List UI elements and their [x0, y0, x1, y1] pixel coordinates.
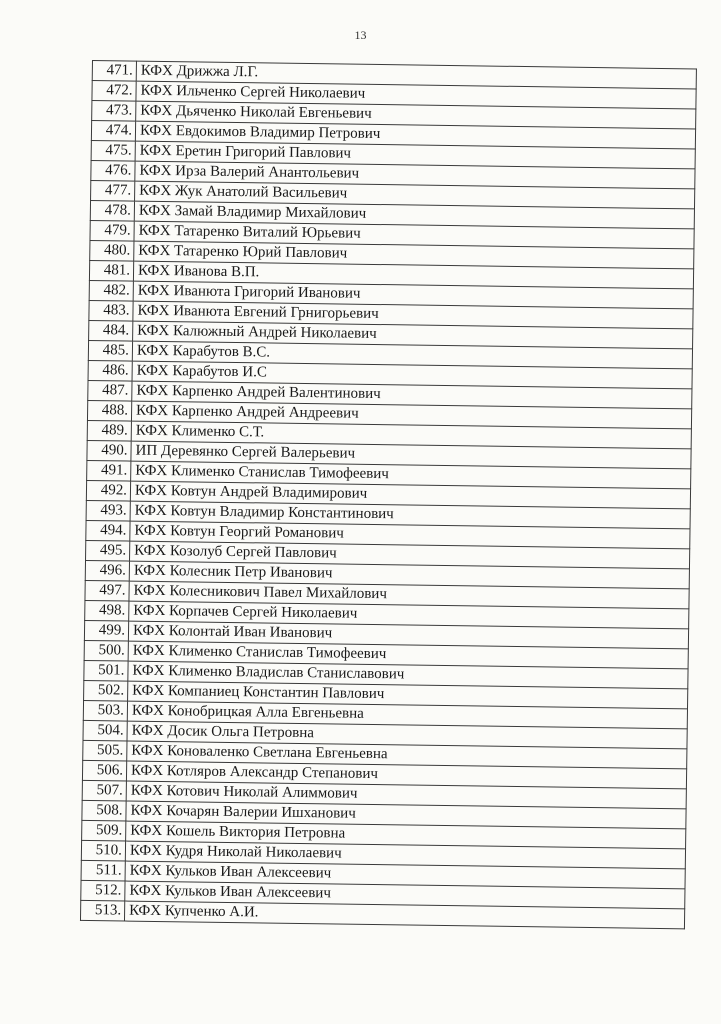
- row-number: 498.: [85, 600, 129, 621]
- row-entity-name: КФХ Котович Николай Алиммович: [126, 781, 686, 809]
- row-number: 513.: [80, 900, 124, 921]
- row-number: 484.: [89, 320, 133, 341]
- row-entity-name: КФХ Ильченко Сергей Николаевич: [136, 81, 696, 109]
- row-entity-name: КФХ Еретин Григорий Павлович: [135, 141, 695, 169]
- row-entity-name: КФХ Ковтун Георгий Романович: [130, 521, 690, 549]
- row-entity-name: КФХ Кульков Иван Алексеевич: [125, 881, 685, 909]
- row-entity-name: КФХ Досик Ольга Петровна: [127, 721, 687, 749]
- row-number: 485.: [88, 340, 132, 361]
- row-number: 477.: [91, 180, 135, 201]
- row-number: 512.: [81, 880, 125, 901]
- row-number: 509.: [82, 820, 126, 841]
- row-entity-name: КФХ Козолуб Сергей Павлович: [130, 541, 690, 569]
- row-entity-name: КФХ Кочарян Валерии Ишханович: [126, 801, 686, 829]
- row-number: 490.: [87, 440, 131, 461]
- page-number: 13: [354, 28, 367, 42]
- row-number: 505.: [83, 740, 127, 761]
- row-number: 475.: [91, 140, 135, 161]
- row-number: 499.: [84, 620, 128, 641]
- row-number: 511.: [81, 860, 125, 881]
- row-entity-name: КФХ Конобрицкая Алла Евгеньевна: [127, 701, 687, 729]
- row-number: 492.: [86, 480, 130, 501]
- row-entity-name: КФХ Иванюта Евгений Грнигорьевич: [133, 301, 693, 329]
- row-number: 508.: [82, 800, 126, 821]
- row-number: 494.: [86, 520, 130, 541]
- row-number: 506.: [82, 760, 126, 781]
- row-entity-name: КФХ Ковтун Владимир Константинович: [130, 501, 690, 529]
- row-entity-name: КФХ Иванова В.П.: [133, 261, 693, 289]
- row-number: 497.: [85, 580, 129, 601]
- row-number: 488.: [87, 400, 131, 421]
- row-number: 474.: [91, 121, 135, 142]
- row-entity-name: КФХ Котляров Александр Степанович: [126, 761, 686, 789]
- row-number: 510.: [81, 840, 125, 861]
- row-number: 501.: [84, 660, 128, 681]
- row-number: 473.: [92, 101, 136, 122]
- row-number: 496.: [85, 560, 129, 581]
- row-number: 482.: [89, 280, 133, 301]
- row-number: 491.: [87, 460, 131, 481]
- row-entity-name: КФХ Иванюта Григорий Иванович: [133, 281, 693, 309]
- row-entity-name: КФХ Замай Владимир Михайлович: [134, 201, 694, 229]
- row-entity-name: КФХ Клименко Станислав Тимофеевич: [131, 461, 691, 489]
- row-entity-name: КФХ Клименко С.Т.: [131, 421, 691, 449]
- row-entity-name: КФХ Кульков Иван Алексеевич: [125, 861, 685, 889]
- row-number: 495.: [86, 540, 130, 561]
- row-entity-name: КФХ Карпенко Андрей Андреевич: [131, 401, 691, 429]
- row-entity-name: КФХ Карпенко Андрей Валентинович: [132, 381, 692, 409]
- row-entity-name: КФХ Дрижжа Л.Г.: [136, 61, 696, 89]
- row-number: 507.: [82, 780, 126, 801]
- row-number: 479.: [90, 220, 134, 241]
- row-number: 483.: [89, 300, 133, 321]
- row-number: 486.: [88, 360, 132, 381]
- row-number: 481.: [89, 260, 133, 281]
- row-entity-name: КФХ Компаниец Константин Павлович: [128, 681, 688, 709]
- row-entity-name: КФХ Татаренко Виталий Юрьевич: [134, 221, 694, 249]
- row-entity-name: КФХ Купченко А.И.: [124, 901, 684, 929]
- row-entity-name: КФХ Ковтун Андрей Владимирович: [130, 481, 690, 509]
- row-entity-name: КФХ Колесник Петр Иванович: [129, 561, 689, 589]
- row-entity-name: КФХ Татаренко Юрий Павлович: [134, 241, 694, 269]
- row-number: 489.: [87, 420, 131, 441]
- row-entity-name: КФХ Клименко Станислав Тимофеевич: [128, 641, 688, 669]
- row-number: 493.: [86, 500, 130, 521]
- row-entity-name: КФХ Колонтай Иван Иванович: [128, 621, 688, 649]
- row-entity-name: ИП Деревянко Сергей Валерьевич: [131, 441, 691, 469]
- table-body: [80, 61, 696, 929]
- row-number: 487.: [88, 380, 132, 401]
- row-number: 504.: [83, 720, 127, 741]
- registry-table: [80, 60, 697, 929]
- row-number: 478.: [90, 200, 134, 221]
- row-number: 476.: [91, 160, 135, 181]
- row-number: 503.: [83, 700, 127, 721]
- row-number: 500.: [84, 640, 128, 661]
- row-entity-name: КФХ Дьяченко Николай Евгеньевич: [136, 101, 696, 129]
- row-number: 472.: [92, 81, 136, 102]
- row-entity-name: КФХ Карабутов И.С: [132, 361, 692, 389]
- row-entity-name: КФХ Корпачев Сергей Николаевич: [129, 601, 689, 629]
- row-entity-name: КФХ Кудря Николай Николаевич: [125, 841, 685, 869]
- row-entity-name: КФХ Кошель Виктория Петровна: [126, 821, 686, 849]
- row-number: 471.: [92, 61, 136, 82]
- row-entity-name: КФХ Карабутов В.С.: [132, 341, 692, 369]
- row-entity-name: КФХ Клименко Владислав Станиславович: [128, 661, 688, 689]
- row-entity-name: КФХ Коноваленко Светлана Евгеньевна: [127, 741, 687, 769]
- row-entity-name: КФХ Колесникович Павел Михайлович: [129, 581, 689, 609]
- row-entity-name: КФХ Евдокимов Владимир Петрович: [135, 121, 695, 149]
- row-entity-name: КФХ Жук Анатолий Васильевич: [135, 181, 695, 209]
- row-entity-name: КФХ Ирза Валерий Анантольевич: [135, 161, 695, 189]
- row-number: 502.: [84, 680, 128, 701]
- row-entity-name: КФХ Калюжный Андрей Николаевич: [133, 321, 693, 349]
- row-number: 480.: [90, 240, 134, 261]
